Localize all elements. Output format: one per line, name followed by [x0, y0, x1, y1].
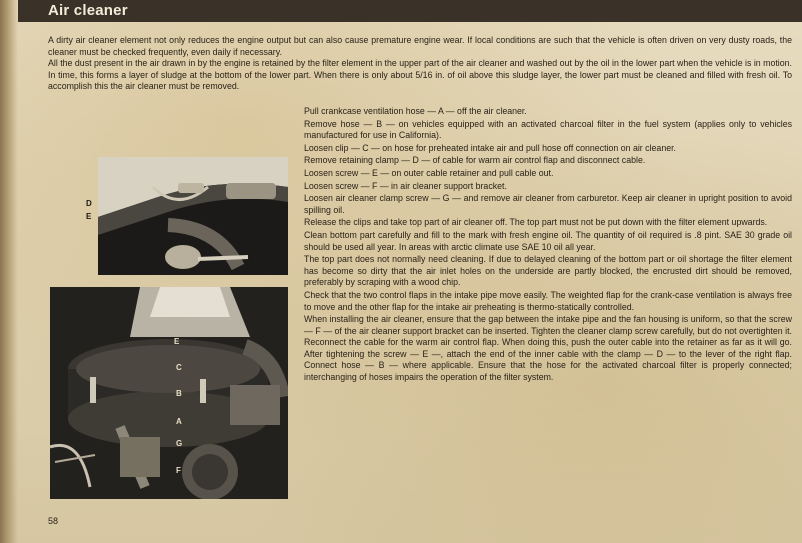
procedure-step: Clean bottom part carefully and fill to the mark with fresh engine oil. The quantity of oil required is .8 pint. SAE 30 grade oil should be used all year. In areas with arctic climate use SAE 10 oil all year.: [304, 229, 792, 252]
procedure-step: Remove retaining clamp — D — of cable for warm air control flap and disconnect cable.: [304, 155, 646, 166]
procedure-step: Remove hose — B — on vehicles equipped with an activated charcoal filter in the fuel system (applies only to vehicles manufactured for use in California).: [304, 118, 792, 141]
page-title: Air cleaner: [48, 2, 128, 19]
callout-d: D: [174, 309, 180, 318]
page-number: 58: [48, 516, 59, 526]
procedure-step: Loosen screw — E — on outer cable retainer and pull cable out.: [304, 167, 554, 178]
procedure-step: Check that the two control flaps in the intake pipe move easily. The weighted flap for the crank-case ventilation is always free to move and the other flap for the intake air preheating is thermo-statically controlled.: [304, 289, 792, 312]
procedure-step: When installing the air cleaner, ensure that the gap between the intake pipe and the fan housing is uniform, so that the screw — F — of the air cleaner support bracket can be inserted. Tighten the cleaner clamp screw carefully, but do not overtighten it. Reconnect the cable for the warm air control flap. When doing this, push the outer cable into the retainer as far as it will go. After tightening the screw — E —, attach the end of the inner cable with the clamp — D — to the lever of the right flap. Connect hose — B — where applicable. Ensure that the hose for the activated charcoal filter is properly connected; interchanging of hoses impairs the operation of the filter system.: [304, 314, 792, 383]
procedure-step: Loosen screw — F — in air cleaner support bracket.: [304, 180, 507, 191]
callout-d: D: [86, 199, 92, 208]
page-binding-shadow: [0, 0, 18, 543]
callout-e: E: [174, 337, 180, 346]
engine-compartment-photo: [50, 287, 288, 499]
procedure-step: Release the clips and take top part of air cleaner off. The top part must not be put down with the filter element upwards.: [304, 217, 768, 228]
intro-paragraph: A dirty air cleaner element not only reduces the engine output but can also cause premature engine wear. If local conditions are such that the vehicle is often driven on very dusty roads, the cleaner must be checked frequently, even daily if necessary.: [48, 35, 792, 57]
intro-paragraph: All the dust present in the air drawn in by the engine is retained by the filter element in the upper part of the air cleaner and washed out by the oil in the lower part when the vehicle is in motion. In time, this forms a layer of sludge at the bottom of the lower part. When there is only about 5/16 in. of oil above this sludge layer, the lower part must be cleaned and filled with fresh oil. To accomplish this the air cleaner must be removed.: [48, 58, 792, 92]
cable-detail-photo: [98, 157, 288, 275]
callout-g: G: [176, 439, 183, 448]
procedure-step: The top part does not normally need cleaning. If due to delayed cleaning of the bottom part or oil shortage the filter element has become so dirty that the air inlet holes on the underside are partly blocked, the encrusted dirt should be removed, preferably by scraping with a wood chip.: [304, 254, 792, 288]
callout-f: F: [176, 466, 181, 475]
callout-a: A: [176, 417, 182, 426]
procedure-step: Loosen air cleaner clamp screw — G — and remove air cleaner from carburetor. Keep air cleaner in upright position to avoid spilling oil.: [304, 193, 792, 215]
callout-c: C: [176, 363, 182, 372]
procedure-steps: [304, 106, 792, 385]
procedure-step: Loosen clip — C — on hose for preheated intake air and pull hose off connection on air cleaner.: [304, 142, 676, 153]
header-bar: [18, 0, 802, 22]
callout-b: B: [176, 389, 182, 398]
callout-e: E: [86, 212, 92, 221]
procedure-step: Pull crankcase ventilation hose — A — off the air cleaner.: [304, 106, 527, 116]
intro-text: [48, 35, 792, 93]
